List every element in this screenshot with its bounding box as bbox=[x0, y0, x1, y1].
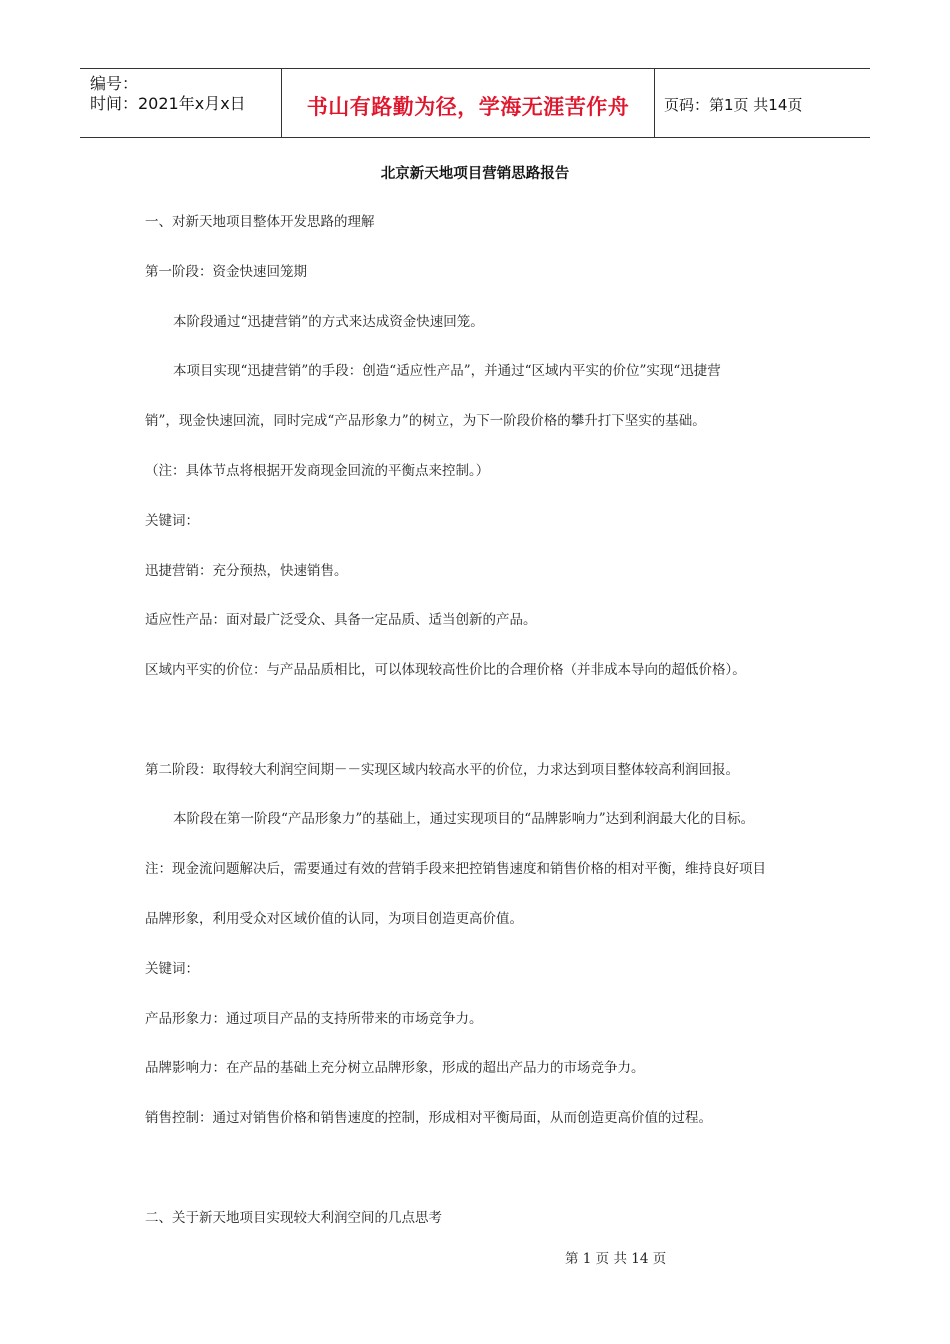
stage-heading-2: 第二阶段：取得较大利润空间期－－实现区域内较高水平的价位，力求达到项目整体较高利润回报。 bbox=[145, 762, 739, 778]
section-heading-1: 一、对新天地项目整体开发思路的理解 bbox=[145, 214, 375, 230]
document-time-label: 时间：2021年x月x日 bbox=[90, 94, 246, 113]
stage-heading-1: 第一阶段：资金快速回笼期 bbox=[145, 264, 307, 280]
header-motto: 书山有路勤为径，学海无涯苦作舟 bbox=[306, 95, 630, 119]
page-footer: 第 1 页 共 14 页 bbox=[565, 1251, 667, 1267]
keyword-item: 迅捷营销：充分预热，快速销售。 bbox=[145, 563, 348, 579]
header-motto-cell bbox=[282, 69, 655, 137]
keyword-item: 产品形象力：通过项目产品的支持所带来的市场竞争力。 bbox=[145, 1011, 483, 1027]
keywords-label: 关键词： bbox=[145, 961, 199, 977]
paragraph: 本阶段通过“迅捷营销”的方式来达成资金快速回笼。 bbox=[173, 314, 484, 330]
keyword-item: 销售控制：通过对销售价格和销售速度的控制，形成相对平衡局面，从而创造更高价值的过程。 bbox=[145, 1110, 712, 1126]
page-header bbox=[80, 68, 870, 138]
keyword-item: 区域内平实的价位：与产品品质相比，可以体现较高性价比的合理价格（并非成本导向的超低价格）。 bbox=[145, 662, 746, 678]
section-heading-2: 二、关于新天地项目实现较大利润空间的几点思考 bbox=[145, 1210, 442, 1226]
note-continued: 品牌形象，利用受众对区域价值的认同，为项目创造更高价值。 bbox=[145, 911, 523, 927]
keyword-item: 适应性产品：面对最广泛受众、具备一定品质、适当创新的产品。 bbox=[145, 612, 537, 628]
paragraph: 本项目实现“迅捷营销”的手段：创造“适应性产品”，并通过“区域内平实的价位”实现“迅捷营 bbox=[173, 363, 721, 379]
document-number-label: 编号： bbox=[90, 74, 139, 93]
header-meta-cell bbox=[80, 69, 282, 137]
header-page-number: 页码：第1页 共14页 bbox=[664, 96, 803, 114]
paragraph: 本阶段在第一阶段“产品形象力”的基础上，通过实现项目的“品牌影响力”达到利润最大化的目标。 bbox=[173, 811, 755, 827]
paragraph: 销”，现金快速回流，同时完成“产品形象力”的树立，为下一阶段价格的攀升打下坚实的基础。 bbox=[145, 413, 706, 429]
keyword-item: 品牌影响力：在产品的基础上充分树立品牌形象，形成的超出产品力的市场竞争力。 bbox=[145, 1060, 645, 1076]
note: 注：现金流问题解决后，需要通过有效的营销手段来把控销售速度和销售价格的相对平衡，维持良好项目 bbox=[145, 861, 766, 877]
header-page-cell bbox=[655, 69, 870, 137]
keywords-label: 关键词： bbox=[145, 513, 199, 529]
document-title: 北京新天地项目营销思路报告 bbox=[380, 165, 570, 182]
note: （注：具体节点将根据开发商现金回流的平衡点来控制。） bbox=[145, 463, 490, 479]
